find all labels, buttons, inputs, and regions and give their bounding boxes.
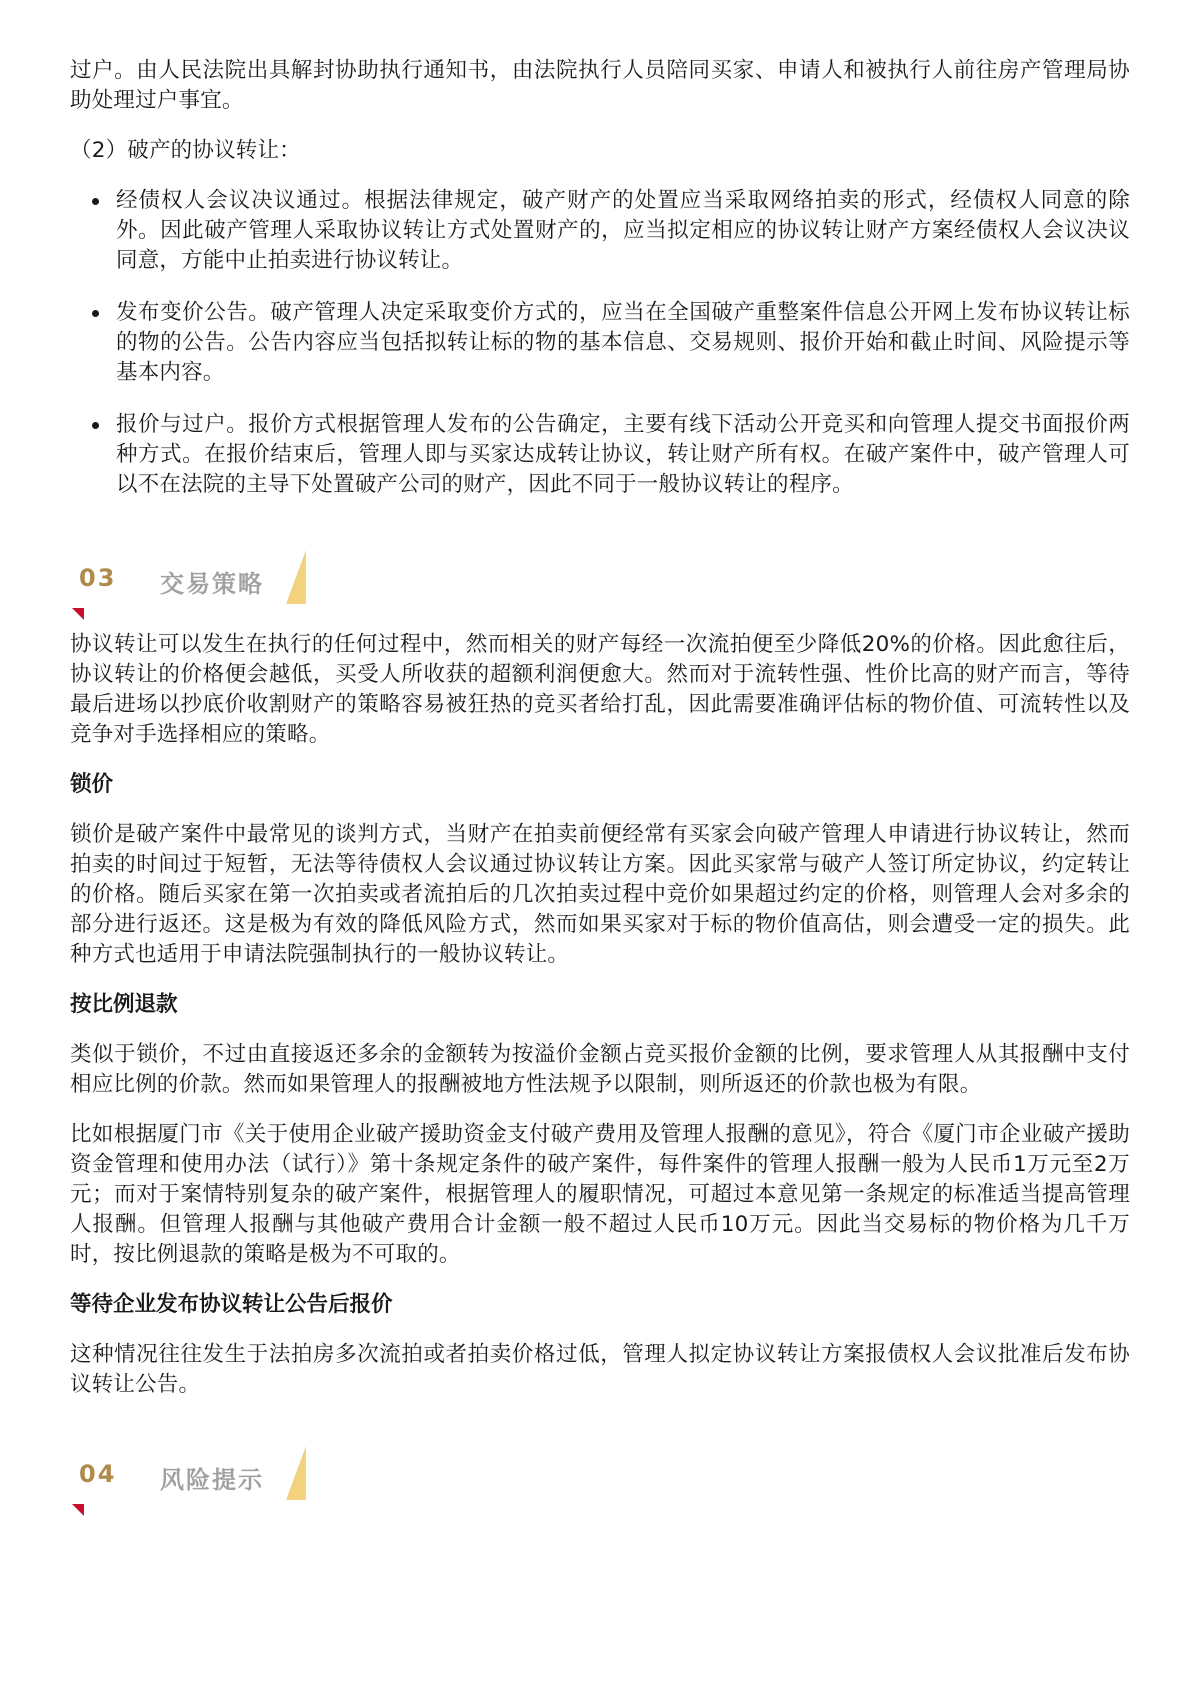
section-03-header [70,544,1130,624]
bankruptcy-steps-list [70,186,1130,500]
continuation-paragraph: 过户。由人民法院出具解封协助执行通知书，由法院执行人员陪同买家、申请人和被执行人前往房产管理局协助处理过户事宜。 [70,58,1130,113]
xiamen-example-paragraph: 比如根据厦门市《关于使用企业破产援助资金支付破产费用及管理人报酬的意见》，符合《厦门市企业破产援助资金管理和使用办法（试行）》第十条规定条件的破产案件，每件案件的管理人报酬一般为人民币1万元至2万元；而对于案情特别复杂的破产案件，根据管理人的履职情况，可超过本意见第一条规定的标准适当提高管理人报酬。但管理人报酬与其他破产费用合计金额一般不超过人民币10万元。因此当交易标的物价格为几千万时，按比例退款的策略是极为不可取的。 [70,1122,1130,1267]
list-item [70,410,1130,500]
red-corner-flag-icon [72,608,84,620]
bullet-dot-icon [92,310,99,317]
list-item [70,298,1130,388]
gold-triangle-icon [286,1446,306,1500]
bullet-dot-icon [92,198,99,205]
list-item-text: 发布变价公告。破产管理人决定采取变价方式的，应当在全国破产重整案件信息公开网上发布协议转让标的物的公告。公告内容应当包括拟转让标的物的基本信息、交易规则、报价开始和截止时间、风险提示等基本内容。 [116,300,1130,385]
list-item-text: 报价与过户。报价方式根据管理人发布的公告确定，主要有线下活动公开竞买和向管理人提交书面报价两种方式。在报价结束后，管理人即与买家达成转让协议，转让财产所有权。在破产案件中，破产管理人可以不在法院的主导下处置破产公司的财产，因此不同于一般协议转让的程序。 [116,412,1130,497]
wait-announcement-paragraph: 这种情况往往发生于法拍房多次流拍或者拍卖价格过低，管理人拟定协议转让方案报债权人会议批准后发布协议转让公告。 [70,1342,1130,1397]
section-title: 风险提示 [160,1466,264,1494]
section-number: 03 [79,564,117,592]
page-content [70,56,1130,1520]
heading-wait-for-announcement: 等待企业发布协议转让公告后报价 [70,1292,393,1317]
heading-proportional-refund: 按比例退款 [70,992,178,1017]
bullet-dot-icon [92,422,99,429]
section-title: 交易策略 [160,570,264,598]
section-04-header [70,1440,1130,1520]
section-number: 04 [79,1460,117,1488]
list-item-text: 经债权人会议决议通过。根据法律规定，破产财产的处置应当采取网络拍卖的形式，经债权人同意的除外。因此破产管理人采取协议转让方式处置财产的，应当拟定相应的协议转让财产方案经债权人会议决议同意，方能中止拍卖进行协议转让。 [116,188,1130,273]
lock-price-paragraph: 锁价是破产案件中最常见的谈判方式，当财产在拍卖前便经常有买家会向破产管理人申请进行协议转让，然而拍卖的时间过于短暂，无法等待债权人会议通过协议转让方案。因此买家常与破产人签订所定协议，约定转让的价格。随后买家在第一次拍卖或者流拍后的几次拍卖过程中竞价如果超过约定的价格，则管理人会对多余的部分进行返还。这是极为有效的降低风险方式，然而如果买家对于标的物价值高估，则会遭受一定的损失。此种方式也适用于申请法院强制执行的一般协议转让。 [70,822,1130,967]
strategy-lead-paragraph: 协议转让可以发生在执行的任何过程中，然而相关的财产每经一次流拍便至少降低20%的价格。因此愈往后，协议转让的价格便会越低，买受人所收获的超额利润便愈大。然而对于流转性强、性价比高的财产而言，等待最后进场以抄底价收割财产的策略容易被狂热的竞买者给打乱，因此需要准确评估标的物价值、可流转性以及竞争对手选择相应的策略。 [70,632,1130,747]
proportional-refund-paragraph: 类似于锁价，不过由直接返还多余的金额转为按溢价金额占竞买报价金额的比例，要求管理人从其报酬中支付相应比例的价款。然而如果管理人的报酬被地方性法规予以限制，则所返还的价款也极为有限。 [70,1042,1130,1097]
bankruptcy-transfer-subtitle: （2）破产的协议转让： [70,138,301,163]
heading-lock-price: 锁价 [70,772,114,797]
red-corner-flag-icon [72,1504,84,1516]
list-item [70,186,1130,276]
gold-triangle-icon [286,550,306,604]
